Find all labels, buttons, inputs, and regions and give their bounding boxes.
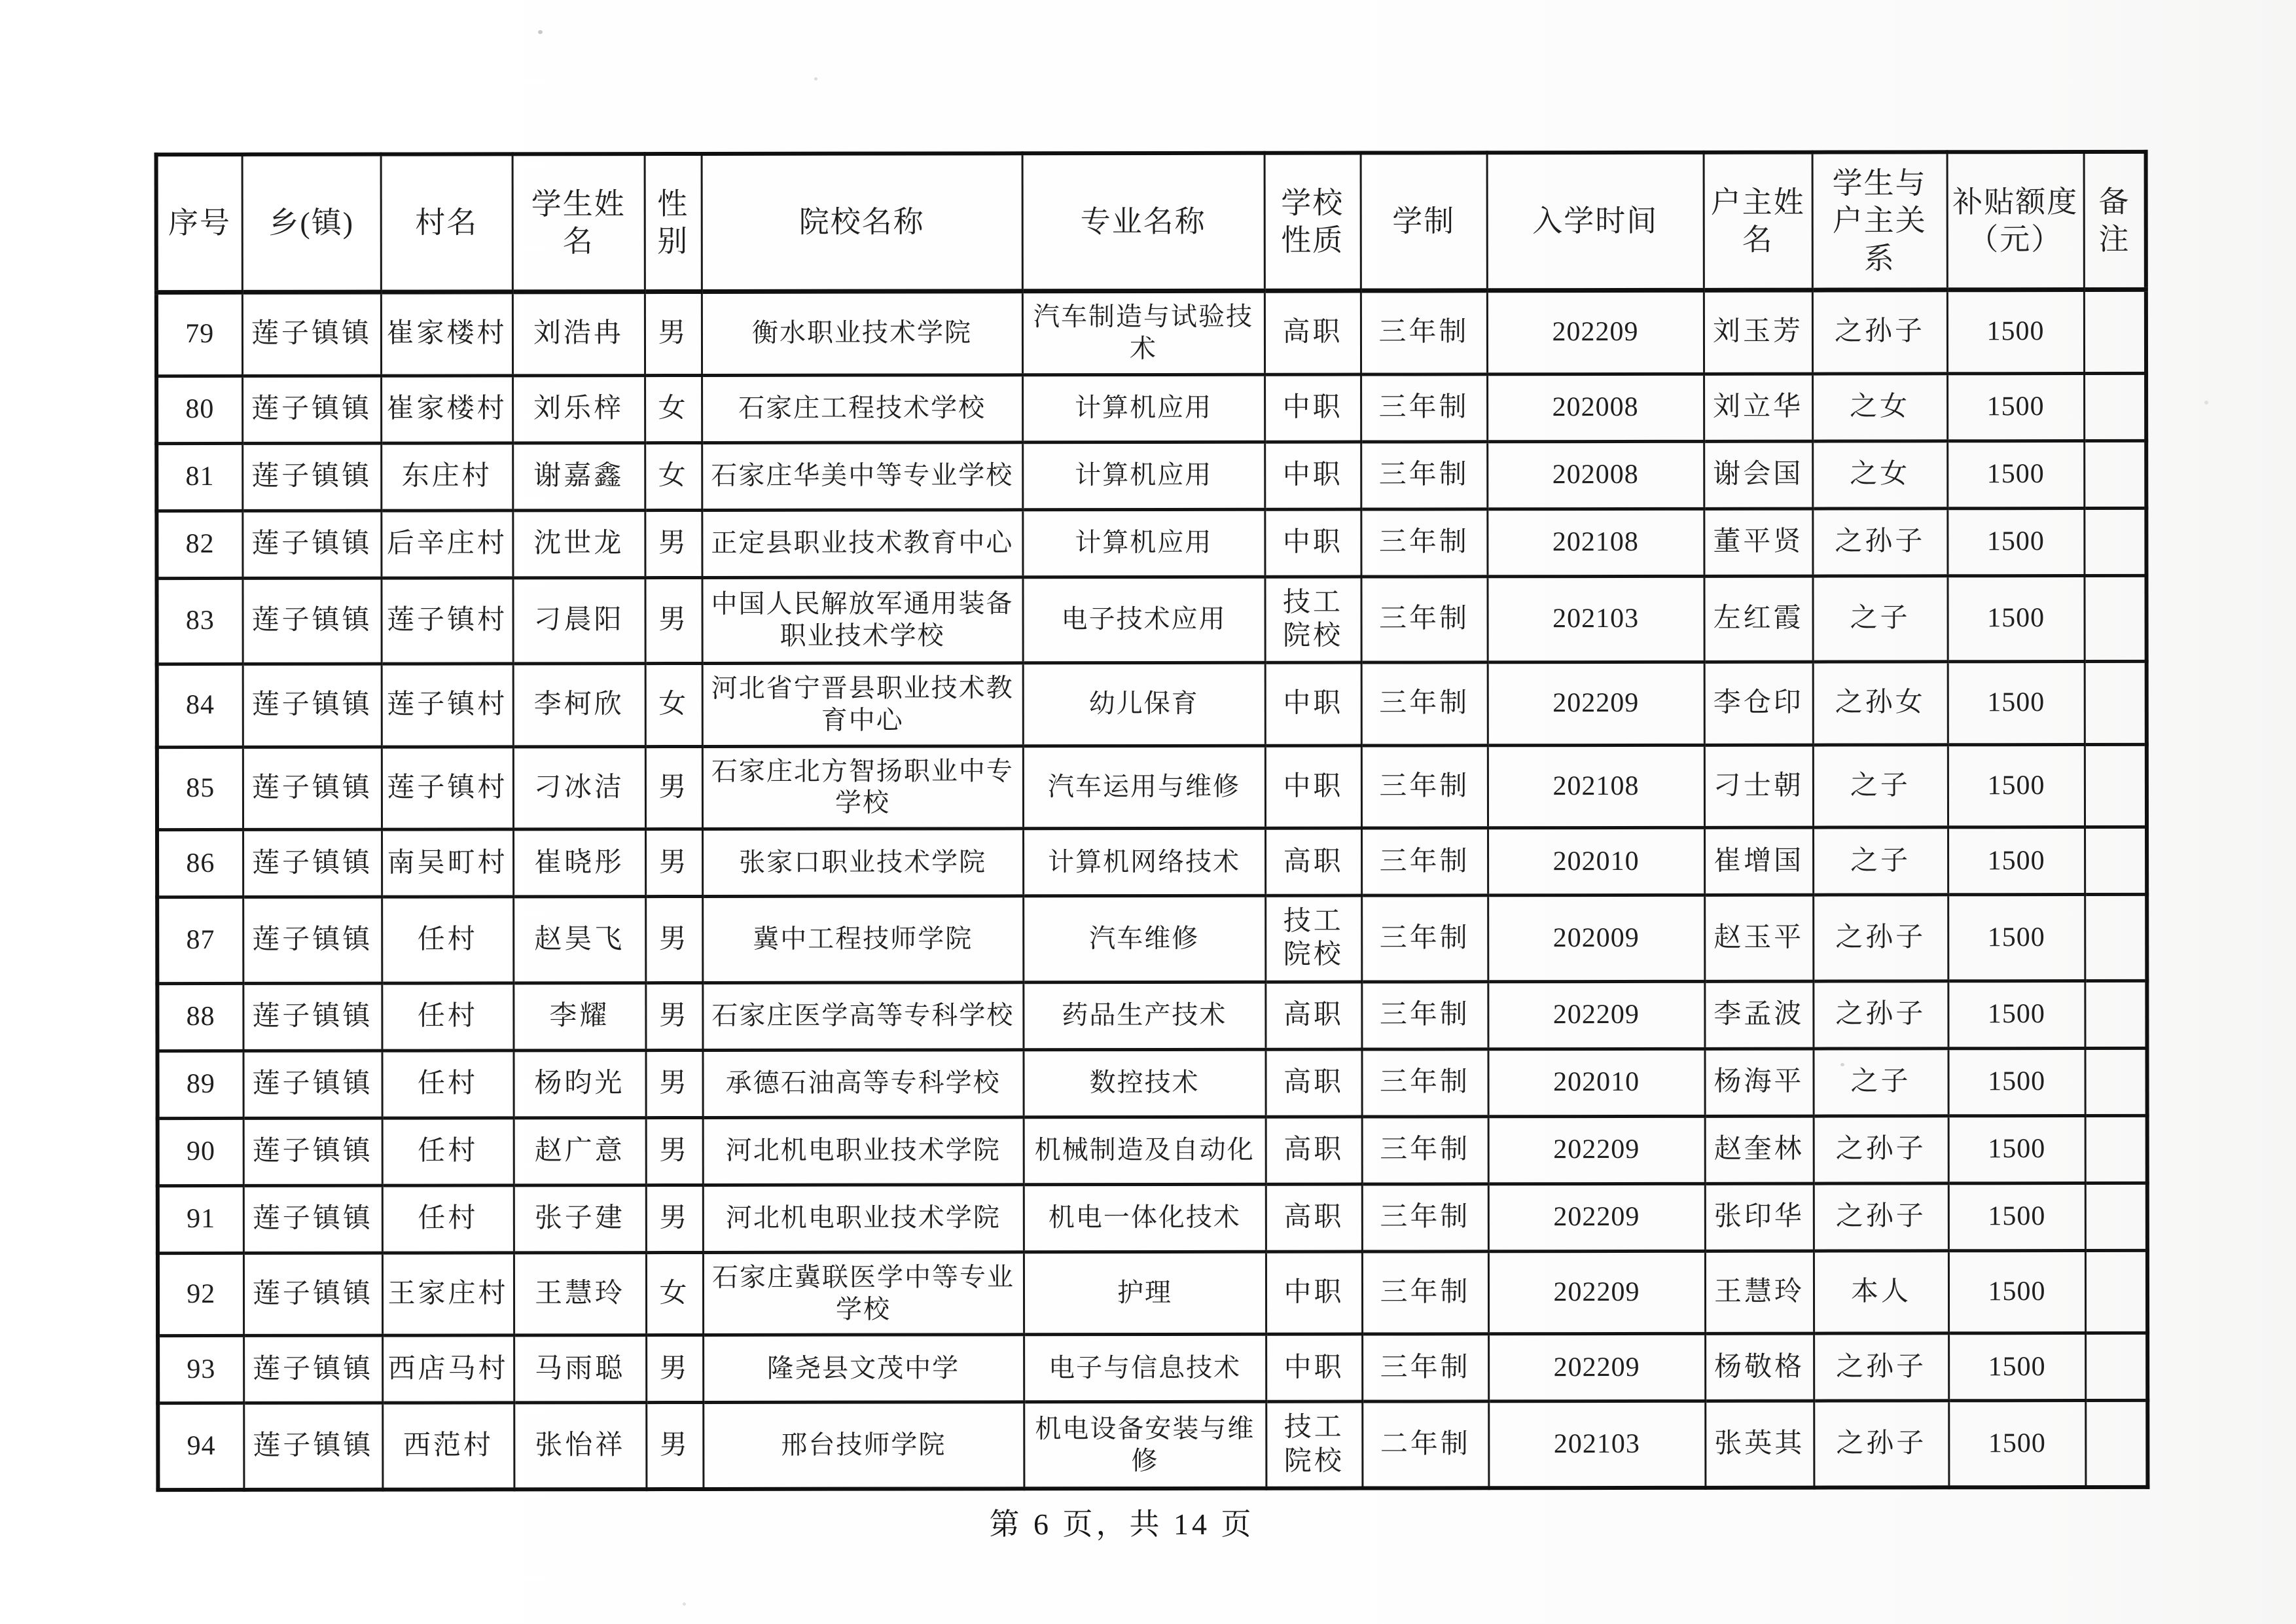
cell-householder: 张印华	[1705, 1183, 1814, 1251]
cell-householder: 赵玉平	[1704, 895, 1813, 981]
cell-school-type: 中职	[1265, 442, 1361, 509]
cell-note	[2084, 575, 2146, 662]
cell-gender: 女	[645, 442, 702, 510]
cell-major: 护理	[1024, 1252, 1266, 1335]
cell-village: 西范村	[382, 1403, 514, 1489]
col-header-gender: 性别	[645, 154, 702, 292]
cell-gender: 男	[645, 291, 702, 375]
cell-school-type: 高职	[1266, 1184, 1362, 1252]
cell-township: 莲子镇镇	[242, 511, 381, 578]
cell-student: 杨昀光	[513, 1050, 645, 1117]
cell-township: 莲子镇镇	[243, 983, 382, 1051]
cell-village: 南吴町村	[382, 829, 513, 897]
cell-householder: 杨海平	[1704, 1049, 1813, 1116]
cell-village: 东庄村	[381, 442, 512, 510]
table-row	[158, 1183, 2147, 1253]
cell-subsidy: 1500	[1948, 981, 2085, 1048]
cell-note	[2085, 1250, 2147, 1333]
cell-gender: 女	[645, 375, 702, 442]
cell-student: 谢嘉鑫	[512, 442, 645, 510]
cell-school-type: 中职	[1265, 746, 1361, 829]
cell-gender: 女	[645, 664, 702, 747]
cell-note	[2085, 744, 2147, 827]
col-header-note: 备注	[2084, 152, 2146, 290]
col-header-township: 乡(镇)	[242, 154, 381, 293]
cell-gender: 男	[645, 897, 702, 983]
cell-householder: 王慧玲	[1705, 1251, 1814, 1334]
table-row	[157, 895, 2147, 984]
col-header-subsidy: 补贴额度（元）	[1947, 152, 2084, 290]
cell-village: 莲子镇村	[381, 577, 512, 664]
cell-major: 汽车维修	[1023, 896, 1265, 983]
cell-village: 莲子镇村	[382, 747, 513, 830]
cell-student: 崔晓彤	[513, 829, 645, 897]
cell-seq: 94	[158, 1403, 243, 1490]
cell-subsidy: 1500	[1948, 895, 2085, 981]
cell-duration: 三年制	[1362, 1334, 1488, 1401]
cell-relation: 之孙子	[1813, 895, 1948, 981]
cell-township: 莲子镇镇	[242, 376, 381, 443]
cell-enroll-time: 202108	[1487, 509, 1704, 576]
cell-school: 邢台技师学院	[703, 1402, 1024, 1489]
cell-duration: 三年制	[1362, 1184, 1488, 1252]
cell-student: 刘乐梓	[512, 375, 645, 442]
cell-seq: 91	[158, 1185, 243, 1253]
cell-township: 莲子镇镇	[243, 1185, 382, 1253]
cell-enroll-time: 202209	[1488, 1334, 1705, 1401]
cell-seq: 84	[157, 664, 243, 748]
cell-householder: 左红霞	[1704, 576, 1812, 662]
cell-township: 莲子镇镇	[243, 829, 382, 897]
cell-relation: 之孙子	[1814, 1183, 1948, 1251]
col-header-major: 专业名称	[1022, 153, 1265, 291]
cell-duration: 三年制	[1362, 1252, 1488, 1335]
cell-enroll-time: 202008	[1487, 441, 1704, 509]
cell-enroll-time: 202108	[1488, 745, 1704, 828]
cell-student: 李耀	[513, 983, 645, 1050]
cell-student: 李柯欣	[513, 664, 645, 747]
cell-duration: 三年制	[1361, 895, 1488, 982]
cell-enroll-time: 202209	[1488, 1116, 1705, 1183]
cell-duration: 三年制	[1361, 509, 1487, 576]
col-header-school: 院校名称	[702, 153, 1022, 291]
cell-village: 任村	[382, 1051, 513, 1118]
cell-school: 石家庄冀联医学中等专业学校	[703, 1252, 1024, 1335]
cell-note	[2084, 289, 2146, 373]
cell-note	[2085, 981, 2147, 1048]
table-row	[158, 1115, 2147, 1185]
cell-township: 莲子镇镇	[243, 897, 382, 983]
cell-school-type: 技工院校	[1265, 577, 1361, 663]
cell-student: 张子建	[514, 1185, 646, 1252]
cell-village: 任村	[382, 897, 513, 983]
cell-duration: 三年制	[1361, 1049, 1488, 1117]
cell-enroll-time: 202209	[1488, 1251, 1705, 1334]
cell-enroll-time: 202103	[1487, 576, 1704, 662]
cell-seq: 88	[157, 983, 243, 1051]
cell-school-type: 技工院校	[1265, 895, 1361, 982]
cell-relation: 之孙子	[1814, 1116, 1948, 1183]
page-number-footer: 第 6 页，共 14 页	[989, 1507, 1255, 1541]
cell-school: 石家庄北方智扬职业中专学校	[702, 746, 1023, 829]
cell-note	[2085, 1048, 2147, 1115]
cell-student: 王慧玲	[514, 1252, 646, 1335]
cell-note	[2085, 661, 2147, 744]
cell-township: 莲子镇镇	[243, 1335, 382, 1403]
cell-seq: 86	[157, 830, 243, 897]
cell-school-type: 高职	[1265, 982, 1361, 1049]
cell-major: 数控技术	[1023, 1049, 1265, 1117]
cell-subsidy: 1500	[1947, 575, 2084, 662]
table-row	[158, 1401, 2147, 1490]
cell-duration: 三年制	[1361, 662, 1488, 746]
cell-school-type: 高职	[1266, 1117, 1362, 1184]
cell-school: 河北省宁晋县职业技术教育中心	[702, 663, 1023, 746]
scan-speck	[814, 77, 817, 81]
cell-relation: 之子	[1813, 744, 1948, 827]
cell-relation: 之子	[1812, 575, 1947, 662]
table-row	[157, 1048, 2147, 1118]
cell-seq: 82	[156, 511, 242, 578]
cell-duration: 三年制	[1361, 441, 1487, 509]
cell-school-type: 高职	[1265, 1049, 1361, 1117]
col-header-enroll-time: 入学时间	[1487, 153, 1704, 291]
cell-householder: 董平贤	[1704, 509, 1812, 576]
cell-township: 莲子镇镇	[242, 292, 381, 376]
cell-relation: 之孙子	[1814, 1401, 1948, 1487]
table-body	[156, 289, 2148, 1490]
cell-seq: 80	[156, 376, 242, 443]
cell-subsidy: 1500	[1948, 1048, 2085, 1115]
scan-speck	[538, 30, 543, 34]
cell-major: 电子与信息技术	[1024, 1335, 1266, 1403]
cell-school: 张家口职业技术学院	[702, 829, 1023, 897]
cell-school-type: 技工院校	[1266, 1401, 1362, 1488]
cell-gender: 男	[645, 983, 702, 1050]
cell-gender: 男	[646, 1403, 703, 1489]
cell-householder: 刘玉芳	[1704, 290, 1812, 374]
cell-duration: 三年制	[1361, 291, 1487, 374]
cell-note	[2084, 508, 2146, 575]
scan-speck	[683, 1602, 686, 1606]
cell-major: 汽车制造与试验技术	[1022, 291, 1265, 374]
cell-major: 机电设备安装与维修	[1024, 1402, 1266, 1489]
cell-gender: 男	[645, 1050, 702, 1117]
cell-village: 崔家楼村	[381, 375, 512, 442]
cell-township: 莲子镇镇	[243, 1051, 382, 1118]
cell-student: 刁晨阳	[512, 577, 645, 664]
table-row	[157, 981, 2147, 1051]
cell-school: 隆尧县文茂中学	[703, 1335, 1024, 1403]
subsidy-roster-table-wrap	[154, 150, 2150, 1492]
cell-village: 崔家楼村	[381, 292, 512, 376]
cell-relation: 之孙子	[1813, 981, 1948, 1049]
cell-duration: 二年制	[1362, 1401, 1488, 1488]
cell-gender: 男	[645, 746, 702, 829]
cell-township: 莲子镇镇	[242, 443, 381, 511]
subsidy-roster-table	[154, 150, 2150, 1492]
cell-duration: 三年制	[1361, 374, 1487, 441]
cell-seq: 83	[156, 578, 242, 664]
cell-relation: 本人	[1814, 1251, 1948, 1334]
cell-township: 莲子镇镇	[243, 1253, 382, 1336]
cell-school: 河北机电职业技术学院	[703, 1117, 1024, 1185]
cell-subsidy: 1500	[1948, 1250, 2085, 1333]
cell-note	[2084, 441, 2146, 508]
col-header-seq: 序号	[156, 154, 242, 293]
cell-school: 冀中工程技师学院	[702, 896, 1023, 983]
cell-seq: 79	[156, 292, 242, 376]
cell-householder: 赵奎林	[1705, 1116, 1814, 1183]
cell-major: 幼儿保育	[1023, 662, 1265, 746]
cell-major: 计算机应用	[1022, 442, 1265, 510]
cell-student: 刘浩冉	[512, 292, 645, 376]
cell-student: 刁冰洁	[513, 746, 645, 829]
cell-seq: 89	[157, 1051, 243, 1118]
cell-student: 马雨聪	[514, 1335, 646, 1403]
cell-major: 药品生产技术	[1023, 982, 1265, 1050]
col-header-duration: 学制	[1361, 153, 1487, 291]
cell-village: 西店马村	[382, 1335, 514, 1403]
cell-gender: 男	[645, 510, 702, 577]
table-row	[158, 1333, 2147, 1403]
cell-subsidy: 1500	[1947, 373, 2084, 441]
cell-school: 石家庄医学高等专科学校	[702, 982, 1023, 1050]
cell-seq: 93	[158, 1336, 243, 1403]
table-header	[156, 152, 2146, 293]
cell-seq: 85	[157, 747, 243, 830]
cell-duration: 三年制	[1361, 828, 1488, 895]
cell-duration: 三年制	[1362, 1117, 1488, 1184]
cell-duration: 三年制	[1361, 982, 1488, 1049]
cell-township: 莲子镇镇	[243, 1403, 382, 1489]
cell-householder: 李仓印	[1704, 662, 1813, 745]
cell-school-type: 高职	[1265, 828, 1361, 895]
table-row	[156, 373, 2146, 443]
cell-village: 王家庄村	[382, 1253, 514, 1336]
cell-gender: 男	[646, 1185, 703, 1252]
cell-note	[2085, 1183, 2147, 1250]
cell-school-type: 中职	[1265, 509, 1361, 577]
cell-school: 中国人民解放军通用装备职业技术学校	[702, 577, 1022, 663]
cell-householder: 李孟波	[1704, 981, 1813, 1049]
cell-school-type: 中职	[1265, 374, 1361, 442]
cell-village: 莲子镇村	[382, 664, 513, 747]
cell-relation: 之子	[1813, 1049, 1948, 1116]
col-header-village: 村名	[381, 154, 512, 292]
cell-major: 电子技术应用	[1022, 577, 1265, 663]
cell-major: 机电一体化技术	[1024, 1184, 1266, 1252]
cell-subsidy: 1500	[1948, 1183, 2085, 1250]
cell-school: 石家庄工程技术学校	[702, 374, 1022, 442]
cell-duration: 三年制	[1361, 745, 1488, 828]
cell-enroll-time: 202209	[1488, 981, 1704, 1049]
cell-subsidy: 1500	[1948, 1115, 2085, 1183]
cell-note	[2085, 1115, 2147, 1183]
cell-householder: 杨敬格	[1705, 1333, 1814, 1401]
cell-school: 石家庄华美中等专业学校	[702, 442, 1022, 510]
cell-duration: 三年制	[1361, 576, 1487, 662]
cell-student: 沈世龙	[512, 510, 645, 577]
cell-village: 后辛庄村	[381, 510, 512, 577]
cell-relation: 之孙女	[1813, 662, 1948, 745]
cell-enroll-time: 202009	[1488, 895, 1704, 982]
cell-village: 任村	[382, 1185, 514, 1253]
cell-note	[2085, 1333, 2147, 1401]
cell-township: 莲子镇镇	[243, 1118, 382, 1185]
cell-householder: 刁士朝	[1704, 745, 1813, 828]
cell-subsidy: 1500	[1947, 290, 2084, 374]
cell-major: 计算机应用	[1022, 509, 1265, 577]
cell-note	[2085, 1401, 2147, 1487]
cell-note	[2085, 895, 2147, 981]
cell-enroll-time: 202209	[1487, 290, 1704, 374]
cell-subsidy: 1500	[1948, 662, 2085, 745]
cell-school: 正定县职业技术教育中心	[702, 509, 1022, 577]
cell-householder: 谢会国	[1704, 441, 1812, 509]
cell-gender: 男	[646, 1117, 703, 1185]
table-row	[157, 744, 2147, 830]
cell-village: 任村	[382, 983, 513, 1051]
col-header-householder: 户主姓名	[1704, 153, 1812, 291]
cell-seq: 87	[157, 897, 243, 984]
cell-relation: 之孙子	[1812, 290, 1947, 374]
table-header-row	[156, 152, 2146, 293]
cell-township: 莲子镇镇	[242, 578, 381, 664]
cell-subsidy: 1500	[1947, 508, 2084, 575]
cell-major: 汽车运用与维修	[1023, 746, 1265, 829]
table-row	[156, 508, 2146, 578]
cell-seq: 81	[156, 443, 242, 511]
cell-school: 衡水职业技术学院	[702, 291, 1022, 375]
cell-major: 机械制造及自动化	[1024, 1117, 1266, 1185]
cell-subsidy: 1500	[1948, 827, 2085, 895]
cell-student: 张怡祥	[514, 1403, 646, 1489]
cell-enroll-time: 202010	[1488, 828, 1704, 895]
cell-school: 河北机电职业技术学院	[703, 1184, 1024, 1252]
cell-seq: 92	[158, 1253, 243, 1336]
cell-gender: 女	[646, 1252, 703, 1335]
table-row	[156, 575, 2146, 664]
col-header-school-type: 学校性质	[1265, 153, 1361, 291]
cell-householder: 张英其	[1705, 1401, 1814, 1487]
cell-major: 计算机网络技术	[1023, 829, 1265, 897]
cell-school-type: 中职	[1266, 1252, 1362, 1335]
cell-school-type: 中职	[1266, 1334, 1362, 1401]
scan-speck	[2204, 401, 2208, 405]
cell-student: 赵昊飞	[513, 897, 645, 983]
cell-subsidy: 1500	[1948, 1401, 2085, 1487]
cell-subsidy: 1500	[1948, 1333, 2085, 1401]
cell-school: 承德石油高等专科学校	[702, 1049, 1023, 1117]
cell-gender: 男	[646, 1335, 703, 1403]
cell-householder: 刘立华	[1704, 374, 1812, 441]
table-row	[156, 441, 2146, 511]
table-row	[156, 289, 2146, 376]
cell-relation: 之孙子	[1814, 1333, 1948, 1401]
cell-relation: 之子	[1813, 827, 1948, 895]
cell-township: 莲子镇镇	[243, 747, 382, 830]
table-row	[157, 661, 2147, 747]
cell-enroll-time: 202103	[1488, 1401, 1705, 1488]
cell-school-type: 中职	[1265, 662, 1361, 746]
cell-enroll-time: 202209	[1488, 662, 1704, 745]
cell-seq: 90	[158, 1118, 243, 1185]
cell-major: 计算机应用	[1022, 374, 1265, 442]
col-header-relation: 学生与户主关系	[1812, 152, 1947, 290]
cell-enroll-time: 202209	[1488, 1183, 1705, 1251]
cell-householder: 崔增国	[1704, 827, 1813, 895]
cell-subsidy: 1500	[1948, 744, 2085, 827]
cell-township: 莲子镇镇	[243, 664, 382, 747]
cell-gender: 男	[645, 829, 702, 897]
cell-enroll-time: 202008	[1487, 374, 1704, 441]
cell-note	[2084, 373, 2146, 441]
table-row	[158, 1250, 2147, 1336]
cell-relation: 之女	[1812, 441, 1947, 508]
cell-relation: 之女	[1812, 373, 1947, 441]
table-row	[157, 827, 2147, 897]
cell-subsidy: 1500	[1947, 441, 2084, 508]
cell-school-type: 高职	[1265, 291, 1361, 374]
cell-gender: 男	[645, 577, 702, 664]
cell-relation: 之孙子	[1812, 508, 1947, 575]
cell-student: 赵广意	[514, 1117, 646, 1185]
cell-village: 任村	[382, 1118, 514, 1185]
col-header-student: 学生姓名	[512, 154, 645, 292]
cell-enroll-time: 202010	[1488, 1049, 1704, 1116]
cell-note	[2085, 827, 2147, 895]
